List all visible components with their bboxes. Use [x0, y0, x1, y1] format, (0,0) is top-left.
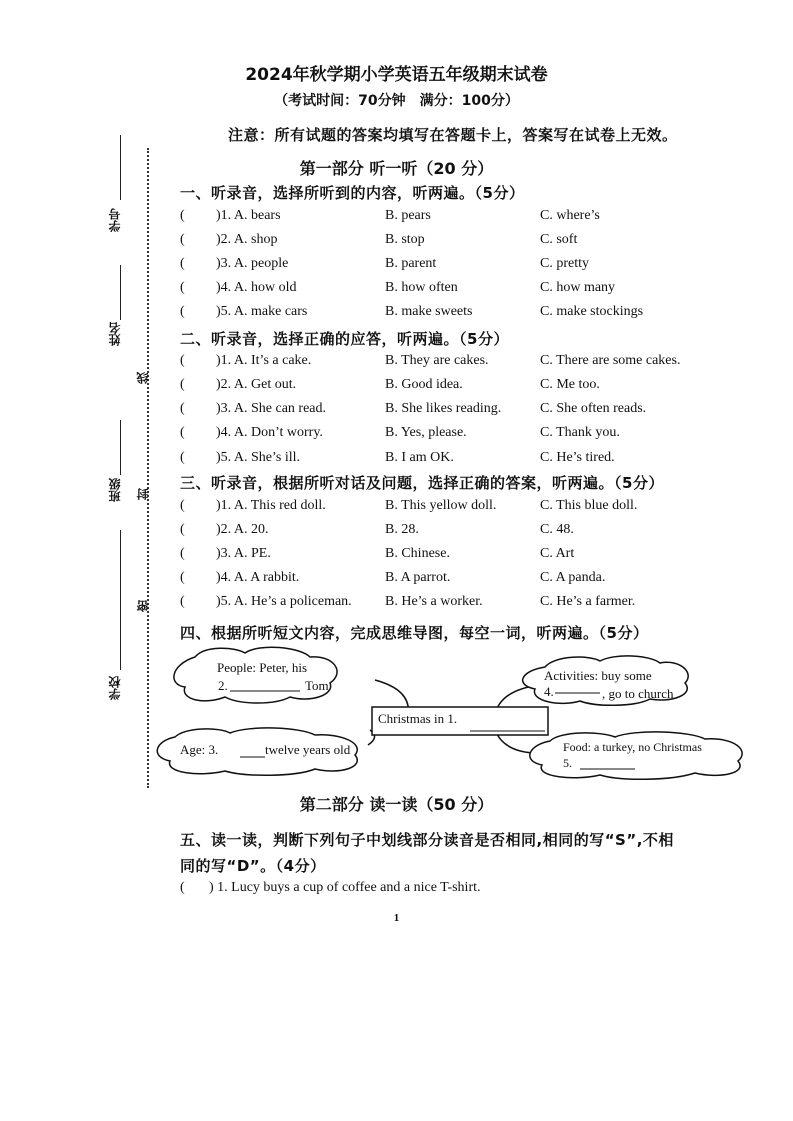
option-a: )1. A. It’s a cake.: [216, 353, 312, 368]
question-row: [180, 546, 780, 568]
option-c: C. make stockings: [540, 304, 644, 319]
question-row: [180, 232, 780, 254]
option-b: B. Chinese.: [385, 546, 450, 561]
option-b: B. A parrot.: [385, 570, 451, 585]
option-c: C. He’s tired.: [540, 450, 615, 465]
activities-blank-num: 4.: [544, 684, 554, 699]
answer-paren[interactable]: (: [180, 498, 185, 513]
question-row: [180, 594, 780, 616]
question-row: [180, 880, 780, 902]
option-b: B. 28.: [385, 522, 419, 537]
school-label: 学校: [108, 676, 122, 700]
option-a: )3. A. people: [216, 256, 289, 271]
secret-label: 密: [136, 600, 150, 612]
binding-dotted-line: [147, 148, 149, 788]
option-b: B. He’s a worker.: [385, 594, 483, 609]
option-b: B. Yes, please.: [385, 425, 467, 440]
option-c: C. how many: [540, 280, 616, 295]
answer-paren[interactable]: (: [180, 450, 185, 465]
question-row: [180, 280, 780, 302]
question-row: [180, 353, 780, 375]
student-id-label: 学号: [108, 208, 122, 232]
people-line2-end: Tom: [305, 678, 329, 693]
answer-paren[interactable]: (: [180, 546, 185, 561]
option-a: )1. A. This red doll.: [216, 498, 326, 513]
question-row: [180, 304, 780, 326]
option-a: )4. A. how old: [216, 280, 297, 295]
answer-paren[interactable]: (: [180, 304, 185, 319]
answer-paren[interactable]: (: [180, 425, 185, 440]
question-row: [180, 570, 780, 592]
question-row: [180, 498, 780, 520]
answer-paren[interactable]: (: [180, 353, 185, 368]
class-blank: [120, 420, 121, 475]
class-label: 班级: [108, 478, 122, 502]
food-line1: Food: a turkey, no Christmas: [563, 740, 702, 754]
exam-subtitle: （考试时间：70分钟 满分：100分）: [274, 93, 519, 109]
center-label: Christmas in 1.: [378, 711, 458, 726]
answer-paren[interactable]: (: [180, 232, 185, 247]
seal-line-label: 线: [136, 372, 150, 384]
option-c: C. Thank you.: [540, 425, 620, 440]
option-b: B. They are cakes.: [385, 353, 489, 368]
answer-paren[interactable]: (: [180, 256, 185, 271]
option-b: B. This yellow doll.: [385, 498, 497, 513]
option-b: B. I am OK.: [385, 450, 454, 465]
option-a: )2. A. 20.: [216, 522, 269, 537]
option-a: )2. A. Get out.: [216, 377, 297, 392]
option-a: )4. A. A rabbit.: [216, 570, 300, 585]
option-c: C. A panda.: [540, 570, 606, 585]
option-c: C. This blue doll.: [540, 498, 638, 513]
option-c: C. He’s a farmer.: [540, 594, 636, 609]
option-a: )2. A. shop: [216, 232, 278, 247]
age-line-end: twelve years old: [265, 742, 351, 757]
people-blank-num: 2.: [218, 678, 228, 693]
option-c: C. 48.: [540, 522, 574, 537]
section2-title: 二、听录音，选择正确的应答，听两遍。（5分）: [180, 330, 509, 348]
name-label: 姓名: [108, 322, 122, 346]
section5-title-line2: 同的写“D”。（4分）: [180, 857, 326, 875]
age-label: Age: 3.: [180, 742, 219, 757]
question-row: [180, 256, 780, 278]
answer-paren[interactable]: (: [180, 377, 185, 392]
section4-title: 四、根据所听短文内容，完成思维导图，每空一词，听两遍。（5分）: [180, 624, 649, 642]
option-b: B. how often: [385, 280, 458, 295]
option-a: )5. A. She’s ill.: [216, 450, 301, 465]
question-row: [180, 208, 780, 230]
question-row: [180, 522, 780, 544]
option-c: C. She often reads.: [540, 401, 647, 416]
school-blank: [120, 530, 121, 670]
activities-line2-end: , go to church: [602, 686, 674, 701]
question-row: [180, 450, 780, 472]
answer-paren[interactable]: (: [180, 208, 185, 223]
option-c: C. where’s: [540, 208, 600, 223]
answer-paren[interactable]: (: [180, 280, 185, 295]
name-blank: [120, 265, 121, 320]
option-c: C. There are some cakes.: [540, 353, 681, 368]
option-c: C. pretty: [540, 256, 589, 271]
answer-paren[interactable]: (: [180, 570, 185, 585]
seal-label: 封: [136, 488, 150, 500]
option-b: B. make sweets: [385, 304, 473, 319]
activities-line1: Activities: buy some: [544, 668, 652, 683]
option-b: B. pears: [385, 208, 431, 223]
question-row: [180, 425, 780, 447]
answer-paren[interactable]: (: [180, 401, 185, 416]
answer-paren[interactable]: (: [180, 880, 185, 895]
option-b: B. Good idea.: [385, 377, 463, 392]
page-number: 1: [393, 912, 400, 924]
option-a: )5. A. He’s a policeman.: [216, 594, 352, 609]
part1-title: 第一部分 听一听（20 分）: [299, 159, 494, 178]
exam-title: 2024年秋学期小学英语五年级期末试卷: [245, 65, 548, 85]
part2-title: 第二部分 读一读（50 分）: [299, 795, 494, 814]
answer-paren[interactable]: (: [180, 594, 185, 609]
question-row: [180, 401, 780, 423]
cloud-food: [530, 732, 742, 779]
section5-title-line1: 五、读一读，判断下列句子中划线部分读音是否相同,相同的写“S”,不相: [180, 831, 674, 849]
option-a: )5. A. make cars: [216, 304, 308, 319]
reading-q1: ) 1. Lucy buys a cup of coffee and a nice T-shirt.: [209, 880, 481, 895]
section1-title: 一、听录音，选择所听到的内容，听两遍。（5分）: [180, 184, 525, 202]
section3-title: 三、听录音，根据所听对话及问题，选择正确的答案，听两遍。（5分）: [180, 474, 664, 492]
option-a: )3. A. She can read.: [216, 401, 327, 416]
option-a: )4. A. Don’t worry.: [216, 425, 323, 440]
option-c: C. Art: [540, 546, 575, 561]
option-b: B. She likes reading.: [385, 401, 502, 416]
option-b: B. parent: [385, 256, 437, 271]
exam-notice: 注意：所有试题的答案均填写在答题卡上，答案写在试卷上无效。: [228, 126, 678, 144]
question-row: [180, 377, 780, 399]
people-line1: People: Peter, his: [217, 660, 308, 675]
option-b: B. stop: [385, 232, 425, 247]
food-blank-num: 5.: [563, 756, 572, 770]
option-c: C. soft: [540, 232, 578, 247]
option-a: )3. A. PE.: [216, 546, 271, 561]
option-a: )1. A. bears: [216, 208, 281, 223]
answer-paren[interactable]: (: [180, 522, 185, 537]
option-c: C. Me too.: [540, 377, 600, 392]
